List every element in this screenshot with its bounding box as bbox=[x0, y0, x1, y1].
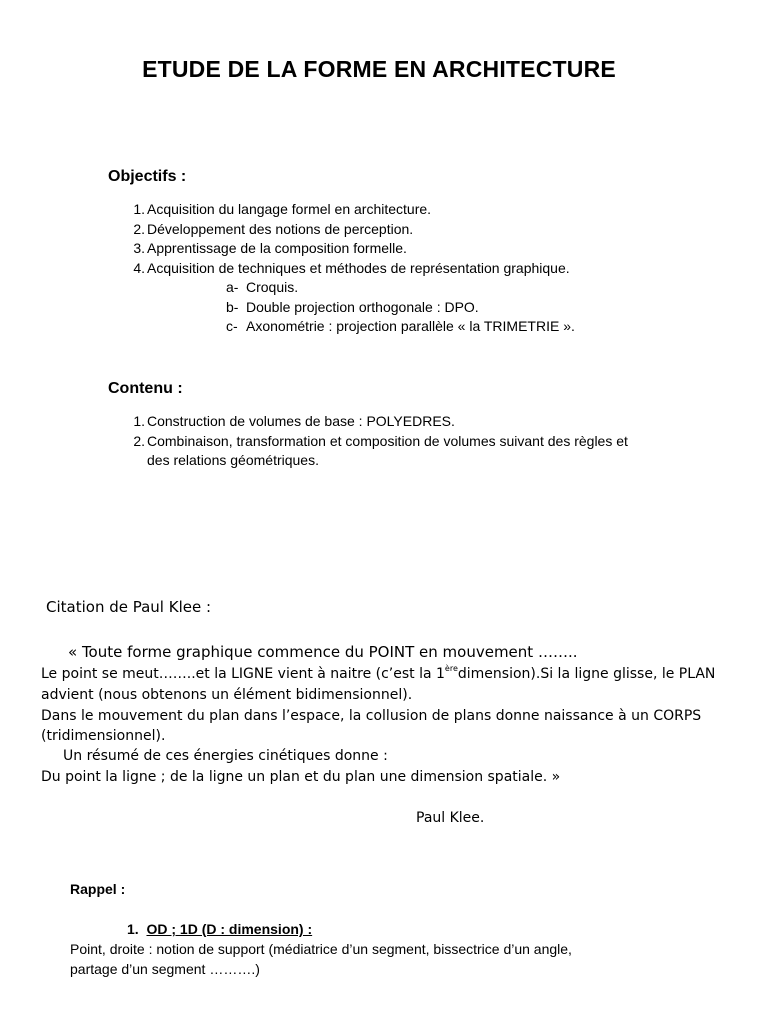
contenu-heading: Contenu : bbox=[108, 380, 183, 397]
citation-line: Le point se meut……..et la LIGNE vient à naitre (c’est la 1èredimension).Si la ligne glisse, le PLAN bbox=[41, 664, 716, 682]
objectifs-heading: Objectifs : bbox=[108, 168, 187, 185]
citation-line: Un résumé de ces énergies cinétiques donne : bbox=[63, 748, 388, 764]
rappel-item-title: 1. OD ; 1D (D : dimension) : bbox=[127, 921, 313, 937]
citation-line: advient (nous obtenons un élément bidimensionnel). bbox=[41, 687, 413, 703]
citation-line: Du point la ligne ; de la ligne un plan et du plan une dimension spatiale. » bbox=[41, 769, 561, 785]
contenu-list: 1. Construction de volumes de base : POLYEDRES. 2. Combinaison, transformation et composition de volumes suivant des règles et des relations géométriques. bbox=[133, 413, 628, 469]
citation-heading: Citation de Paul Klee : bbox=[46, 598, 212, 616]
citation-author: Paul Klee. bbox=[416, 810, 485, 826]
citation-line: « Toute forme graphique commence du POINT en mouvement …….. bbox=[68, 643, 578, 661]
rappel-text: Point, droite : notion de support (médiatrice d’un segment, bissectrice d’un angle, bbox=[70, 941, 572, 957]
objectifs-sublist: a- Croquis. b- Double projection orthogonale : DPO. c- Axonométrie : projection parallèle « la TRIMETRIE ». bbox=[226, 279, 575, 335]
citation-line: (tridimensionnel). bbox=[41, 728, 166, 744]
page-title: ETUDE DE LA FORME EN ARCHITECTURE bbox=[142, 56, 616, 82]
rappel-heading: Rappel : bbox=[70, 881, 126, 897]
citation-line: Dans le mouvement du plan dans l’espace, la collusion de plans donne naissance à un CORPS bbox=[41, 708, 702, 724]
rappel-text: partage d’un segment ……….) bbox=[70, 961, 260, 977]
objectifs-list: 1. Acquisition du langage formel en architecture. 2. Développement des notions de perception. 3. Apprentissage de la composition formelle. 4. Acquisition de techniques et méthodes de représentation graphique. bbox=[133, 201, 570, 276]
